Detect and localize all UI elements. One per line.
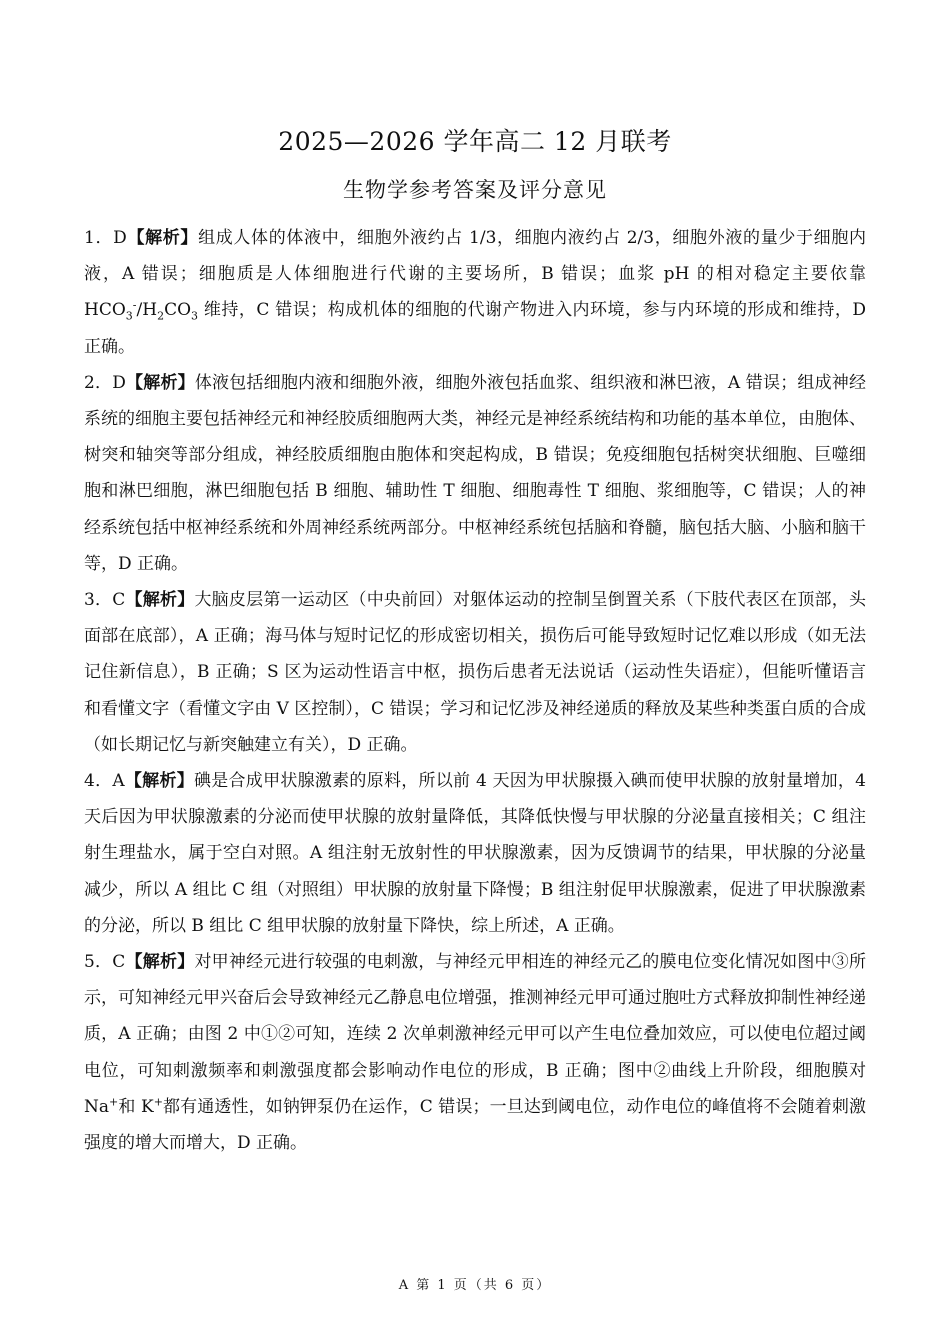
answer-letter: D — [113, 228, 127, 248]
question-5 — [84, 944, 866, 1161]
page-footer: A 第 1 页（共 6 页） — [398, 1278, 552, 1293]
answer-letter: A — [112, 771, 125, 792]
superscript: - — [132, 298, 137, 312]
analysis-tag: 【解析】 — [125, 952, 195, 973]
analysis-text: CO — [164, 300, 192, 321]
answer-letter: C — [112, 952, 126, 973]
analysis-text: 碘是合成甲状腺激素的原料，所以前 4 天因为甲状腺摄入碘而使甲状腺的放射量增加，4 天后因为甲状腺激素的分泌而使甲状腺的放射量降低，其降低快慢与甲状腺的分泌量直接相关；C 组注射生理盐水，属于空白对照。A 组注射无放射性的甲状腺激素，因为反馈调节的结果，甲状腺的分泌量减少，所以 A 组比 C 组（对照组）甲状腺的放射量下降慢；B 组注射促甲状腺激素，促进了甲状腺激素的分泌，所以 B 组比 C 组甲状腺的放射量下降快，综上所述，A 正确。 — [84, 771, 866, 936]
analysis-tag: 【解析】 — [124, 771, 194, 792]
subscript: 3 — [125, 309, 133, 323]
answer-letter: C — [112, 590, 126, 611]
analysis-text: 对甲神经元进行较强的电刺激，与神经元甲相连的神经元乙的膜电位变化情况如图中③所示，可知神经元甲兴奋后会导致神经元乙静息电位增强，推测神经元甲可通过胞吐方式释放抑制性神经递质，A 正确；由图 2 中①②可知，连续 2 次单刺激神经元甲可以产生电位叠加效应，可以使电位超过阈电位，可知刺激频率和刺激强度都会影响动作电位的形成，B 正确；图中②曲线上升阶段，细胞膜对 Na — [84, 952, 867, 1117]
superscript: + — [109, 1095, 119, 1109]
analysis-tag: 【解析】 — [126, 228, 199, 248]
analysis-text: /H — [136, 300, 158, 321]
analysis-text: 和 K — [118, 1096, 154, 1117]
question-number: 2． — [84, 372, 113, 393]
analysis-text: 维持，C 错误；构成机体的细胞的代谢产物进入内环境，参与内环境的形成和维持，D 正确。 — [84, 300, 866, 357]
subscript: 3 — [191, 309, 199, 323]
question-number: 5． — [84, 952, 113, 973]
answer-letter: D — [112, 372, 126, 393]
question-number: 3． — [84, 590, 113, 611]
analysis-text: 组成人体的体液中，细胞外液约占 1/3，细胞内液约占 2/3，细胞外液的量少于细胞内液，A 错误；细胞质是人体细胞进行代谢的主要场所，B 错误；血浆 pH 的相对稳定主要依靠 HCO — [84, 228, 866, 321]
analysis-text: 大脑皮层第一运动区（中央前回）对躯体运动的控制呈倒置关系（下肢代表区在顶部，头面部在底部），A 正确；海马体与短时记忆的形成密切相关，损伤后可能导致短时记忆难以形成（如无法记住新信息），B 正确；S 区为运动性语言中枢，损伤后患者无法说话（运动性失语症），但能听懂语言和看懂文字（看懂文字由 V 区控制），C 错误；学习和记忆涉及神经递质的释放及某些种类蛋白质的合成（如长期记忆与新突触建立有关），D 正确。 — [84, 590, 867, 755]
answer-content — [84, 220, 866, 1161]
question-number: 4． — [84, 771, 113, 792]
superscript: + — [153, 1095, 163, 1109]
question-2 — [84, 365, 866, 582]
analysis-text: 都有通透性，如钠钾泵仍在运作，C 错误；一旦达到阈电位，动作电位的峰值将不会随着刺激强度的增大而增大，D 正确。 — [84, 1096, 866, 1154]
question-number: 1． — [84, 228, 114, 248]
question-3 — [84, 582, 866, 763]
analysis-tag: 【解析】 — [125, 590, 195, 611]
analysis-text: 体液包括细胞内液和细胞外液，细胞外液包括血浆、组织液和淋巴液，A 错误；组成神经系统的细胞主要包括神经元和神经胶质细胞两大类，神经元是神经系统结构和功能的基本单位，由胞体、树突和轴突等部分组成，神经胶质细胞由胞体和突起构成，B 错误；免疫细胞包括树突状细胞、巨噬细胞和淋巴细胞，淋巴细胞包括 B 细胞、辅助性 T 细胞、细胞毒性 T 细胞、浆细胞等，C 错误；人的神经系统包括中枢神经系统和外周神经系统两部分。中枢神经系统包括脑和脊髓，脑包括大脑、小脑和脑干等，D 正确。 — [84, 372, 866, 574]
question-4 — [84, 763, 866, 944]
page-subtitle: 生物学参考答案及评分意见 — [343, 178, 607, 202]
analysis-tag: 【解析】 — [125, 372, 195, 393]
question-1 — [84, 220, 866, 365]
page-title: 2025—2026 学年高二 12 月联考 — [278, 127, 672, 156]
subscript: 2 — [157, 309, 165, 323]
